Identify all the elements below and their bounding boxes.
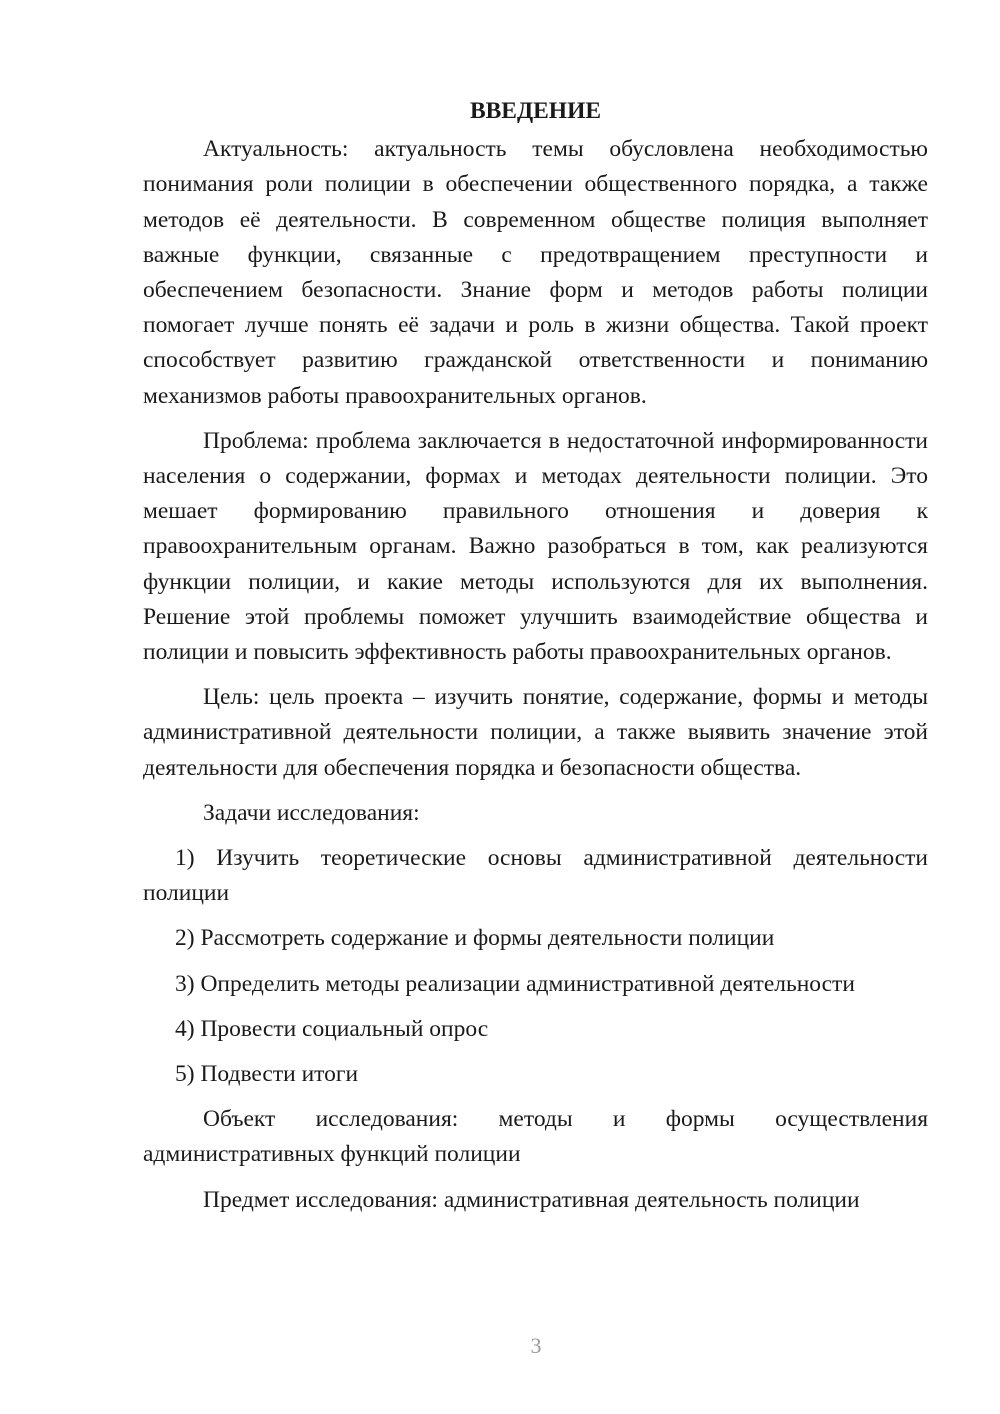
task-item-1: 1) Изучить теоретические основы административной деятельности полиции	[143, 845, 928, 907]
task-item-5: 5) Подвести итоги	[175, 1061, 359, 1088]
task-item-3: 3) Определить методы реализации административной деятельности	[175, 970, 855, 997]
task-item-4: 4) Провести социальный опрос	[175, 1015, 489, 1042]
paragraph-relevance: Актуальность: актуальность темы обусловлена необходимостью понимания роли полиции в обеспечении общественного порядка, а также методов её деятельности. В современном обществе полиция выполняет важные функции, связанные с предотвращением преступности и обеспечением безопасности. Знание форм и методов работы полиции помогает лучше понять её задачи и роль в жизни общества. Такой проект способствует развитию гражданской ответственности и пониманию механизмов работы правоохранительных органов.	[143, 136, 928, 409]
task-item-2: 2) Рассмотреть содержание и формы деятельности полиции	[175, 925, 775, 952]
page-number: 3	[530, 1333, 542, 1358]
paragraph-tasks-intro: Задачи исследования:	[203, 799, 420, 826]
document-body	[143, 94, 928, 1228]
page-title: ВВЕДЕНИЕ	[469, 98, 602, 124]
paragraph-goal: Цель: цель проекта – изучить понятие, содержание, формы и методы административной деятельности полиции, а также выявить значение этой деятельности для обеспечения порядка и безопасности общества.	[143, 684, 928, 781]
paragraph-object: Объект исследования: методы и формы осуществления административных функций полиции	[143, 1106, 928, 1168]
paragraph-problem: Проблема: проблема заключается в недостаточной информированности населения о содержании, формах и методах деятельности полиции. Это мешает формированию правильного отношения и доверия к правоохранительным органам. Важно разобраться в том, как реализуются функции полиции, и какие методы используются для их выполнения. Решение этой проблемы поможет улучшить взаимодействие общества и полиции и повысить эффективность работы правоохранительных органов.	[143, 427, 928, 666]
paragraph-subject: Предмет исследования: административная деятельность полиции	[203, 1186, 860, 1213]
